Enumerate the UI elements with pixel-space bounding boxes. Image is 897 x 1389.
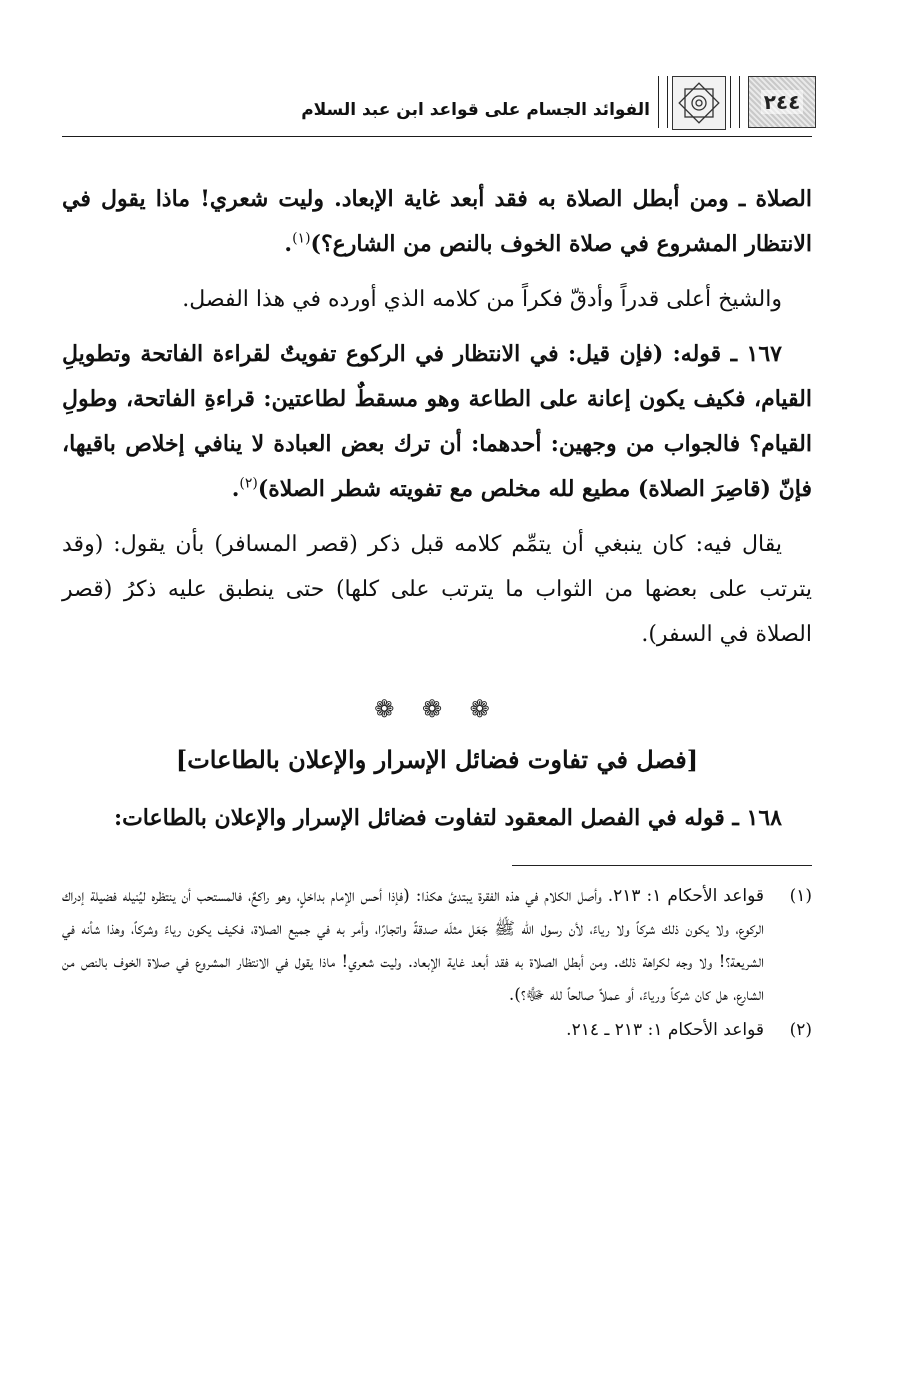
footnote-ref-1[interactable]: (١) <box>292 230 311 247</box>
footnote-ref-2[interactable]: (٢) <box>239 475 258 492</box>
footnote-1-text: قواعد الأحكام ١: ٢١٣. وأصل الكلام في هذه الفقرة يبتدئ هكذا: (فإذا أحس الإمام بداخلٍ، وهو راكعٌ، فالمستحب أن ينتظره ليُنيله فضيلة إدراك الركوع، ولا يكون ذلك شركاً ولا رياءً، لأن رسول الله ﷺ جَعَل مثلَه صدقةً واتجارًا، وأمر به في جميع الصلاة، فكيف يكون رياءً وشركاً، وهذا شأنه في الشريعة؟! ولا وجه لكراهة ذلك. ومن أبطل الصلاة به فقد أبعد غاية الإبعاد. وليت شعري! ماذا يقول في الانتظار المشروع في صلاة الخوف بالنص من الشارع، هل كان شركاً ورياءً، أو عملاً صالحاً لله ﷻ؟). <box>62 886 764 1005</box>
book-page <box>62 70 812 1360</box>
paragraph-5: ١٦٨ ـ قوله في الفصل المعقود لتفاوت فضائل الإسرار والإعلان بالطاعات: <box>113 805 782 831</box>
page-number <box>748 76 816 128</box>
ornament-icon <box>672 76 726 130</box>
footnote-2-number: (٢) <box>789 1020 812 1040</box>
main-text <box>62 137 812 841</box>
paragraph-2: والشيخ أعلى قدراً وأدقّ فكراً من كلامه الذي أورده في هذا الفصل. <box>182 287 782 312</box>
footnote-divider <box>512 865 812 866</box>
page-header <box>62 70 812 137</box>
running-title: الفوائد الجسام على قواعد ابن عبد السلام <box>301 100 650 120</box>
paragraph-4: يقال فيه: كان ينبغي أن يتمِّم كلامه قبل ذكر (قصر المسافر) بأن يقول: (وقد يترتب على بعضها من الثواب ما يترتب على كلها) حتى ينطبق عليه ذكرُ (قصر الصلاة في السفر). <box>62 532 812 647</box>
footnote-1-number: (١) <box>789 886 812 906</box>
header-divider-bars <box>730 76 740 128</box>
footnote-2-text: قواعد الأحكام ١: ٢١٣ ـ ٢١٤. <box>566 1020 764 1040</box>
footnote-2 <box>62 1014 812 1047</box>
paragraph-1 <box>62 177 812 267</box>
paragraph-1-text: الصلاة ـ ومن أبطل الصلاة به فقد أبعد غاية الإبعاد. وليت شعري! ماذا يقول في الانتظار المشروع في صلاة الخوف بالنص من الشارع؟) <box>62 186 812 257</box>
footnotes <box>62 880 812 1047</box>
section-separator: ❁ ❁ ❁ <box>374 695 500 723</box>
header-divider-bars-2 <box>658 76 668 128</box>
page-number-text: ٢٤٤ <box>761 90 804 114</box>
paragraph-3-end: . <box>231 476 240 502</box>
paragraph-3-text: ١٦٧ ـ قوله: (فإن قيل: في الانتظار في الركوع تفويتٌ لقراءة الفاتحة وتطويلِ القيام، فكيف يكون إعانة على الطاعة وهو مسقطٌ لطاعتين: قراءةِ الفاتحة، وطولِ القيام؟ فالجواب من وجهين: أحدهما: أن ترك بعض العبادة لا ينافي إخلاص باقيها، فإنّ (قاصِرَ الصلاة) مطيع لله مخلص مع تفويته شطر الصلاة) <box>62 341 813 502</box>
paragraph-1-end: . <box>284 231 293 257</box>
paragraph-3 <box>62 332 812 512</box>
section-heading: [فصل في تفاوت فضائل الإسرار والإعلان بالطاعات] <box>175 745 699 774</box>
footnote-1 <box>62 880 812 1012</box>
